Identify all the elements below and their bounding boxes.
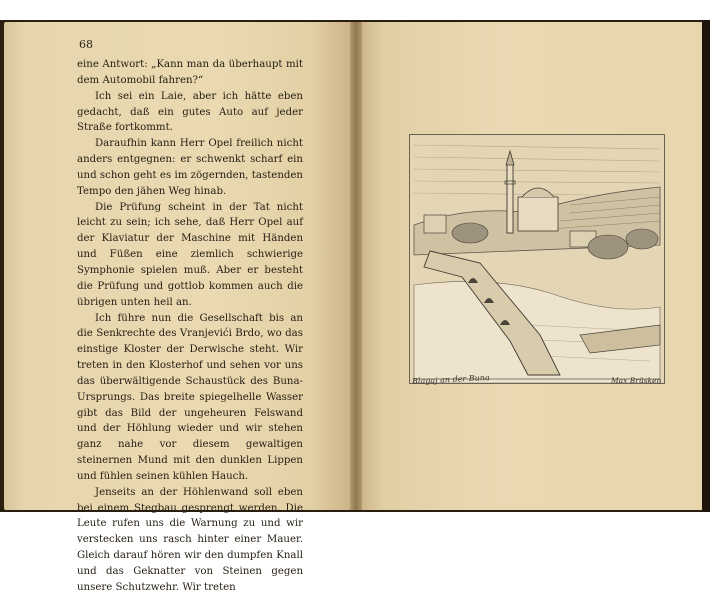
book-gutter [350, 22, 362, 510]
sketch-illustration [410, 135, 664, 383]
artist-signature: Max Brüsken [611, 376, 662, 385]
paragraph: Daraufhin kann Herr Opel freilich nicht anders entgegnen: er schwenkt scharf ein und schon geht es im zögernden, tastenden Tempo den jähen Weg hinab. [77, 138, 303, 197]
body-text [77, 57, 303, 596]
minaret [507, 163, 513, 233]
paragraph: Ich sei ein Laie, aber ich hätte eben gedacht, daß ein gutes Auto auf jeder Straße fortkommt. [77, 90, 303, 134]
house [424, 215, 446, 233]
page-number: 68 [79, 38, 93, 51]
cover-edge [702, 20, 710, 512]
illustration-caption: Blagaj an der Buna [411, 372, 490, 387]
mosque [518, 197, 558, 231]
paragraph: Die Prüfung scheint in der Tat nicht leicht zu sein; ich sehe, daß Herr Opel auf der Klaviatur der Maschine mit Händen und Füßen eine ziemlich schwierige Symphonie spielen muß. Aber er besteht die Prüfung und gottlob kommen auch die übrigen unten heil an. [77, 201, 303, 308]
paragraph: Jenseits an der Höhlenwand soll eben bei einem Stegbau gesprengt werden. Die Leute rufen uns die Warnung zu und wir verstecken uns rasch hinter einer Mauer. Gleich darauf hören wir den dumpfen Knall und das Geknatter von Steinen gegen unsere Schutzwehr. Wir treten [77, 486, 303, 593]
illustration-plate [409, 134, 665, 387]
paragraph: eine Antwort: „Kann man da überhaupt mit dem Automobil fahren?“ [77, 59, 303, 86]
paragraph: Ich führe nun die Gesellschaft bis an die Senkrechte des Vranjevići Brdo, wo das einstige Kloster der Derwische steht. Wir treten in den Klosterhof und sehen vor uns das überwältigende Schaustück des Buna-Ursprungs. Das breite spiegelhelle Wasser gibt das Bild der ungeheuren Felswand und der Höhlung wieder und wir stehen ganz nahe vor diesem gewaltigen steinernen Mund mit den dunklen Lippen und fühlen seinen kühlen Hauch. [77, 312, 303, 482]
